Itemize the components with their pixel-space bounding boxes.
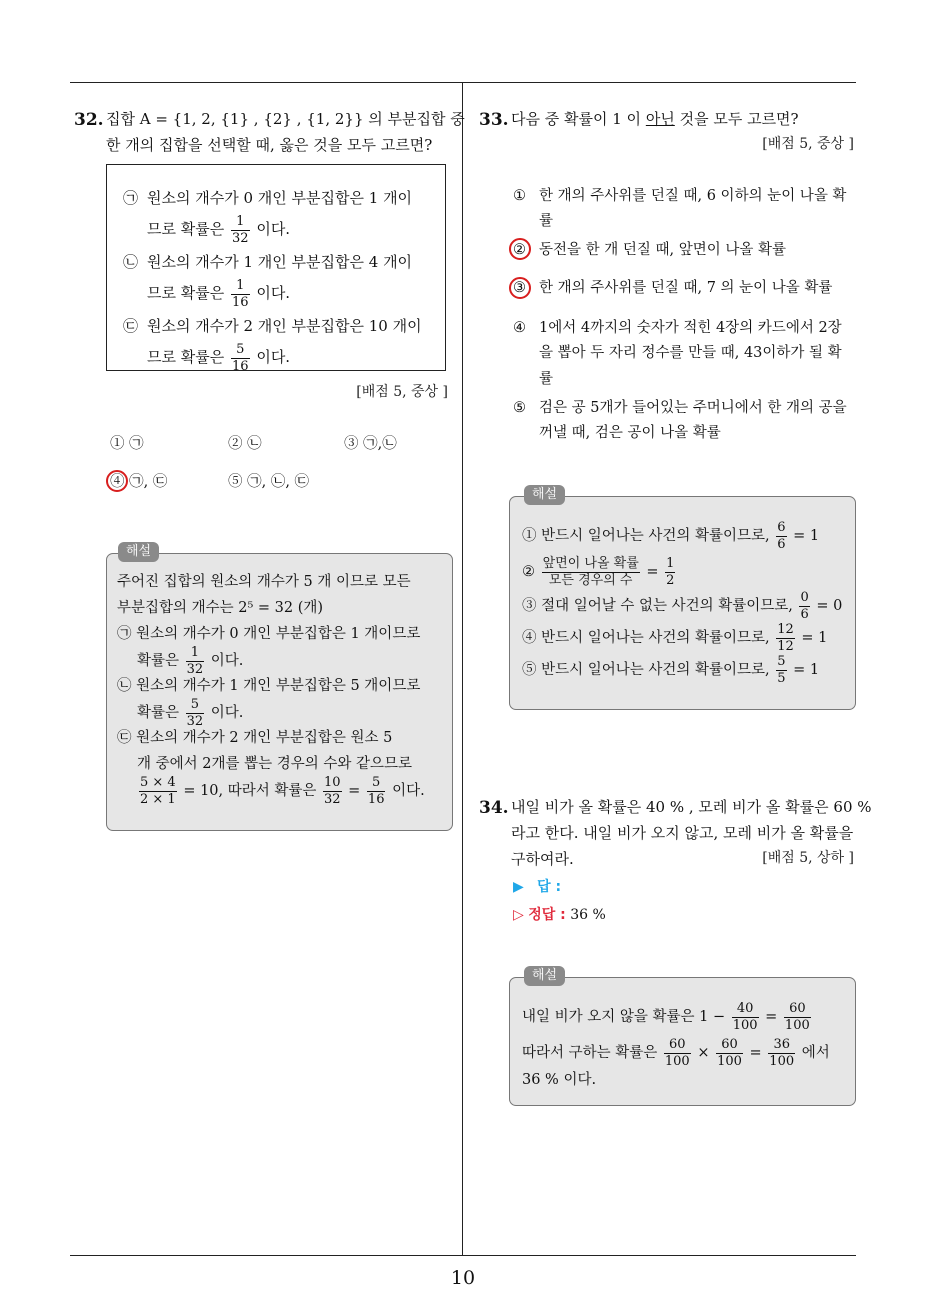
fraction: $\frac{1}{32}$ bbox=[232, 214, 249, 246]
q32-expl-line3: ㉠ 원소의 개수가 0 개인 부분집합은 1 개이므로 bbox=[117, 626, 421, 642]
marked-answer-circle bbox=[509, 277, 531, 299]
q32-expl-line6: 확률은 $\frac{5}{32}$ 이다. bbox=[137, 697, 244, 729]
statement-a-line2: 므로 확률은 $\frac{1}{32}$ 이다. bbox=[147, 214, 291, 246]
question-34-explanation bbox=[509, 977, 856, 1106]
q32-expl-line5: ㉡ 원소의 개수가 1 개인 부분집합은 5 개이므로 bbox=[117, 678, 421, 694]
fraction: $\frac{1}{16}$ bbox=[232, 278, 249, 310]
q33-expl-row4: ④ 반드시 일어나는 사건의 확률이므로, $\frac{12}{12}$ = 1 bbox=[522, 622, 828, 654]
statement-b-line2: 므로 확률은 $\frac{1}{16}$ 이다. bbox=[147, 278, 291, 310]
question-32-line2: 한 개의 집합을 선택할 때, 옳은 것을 모두 고르면? bbox=[106, 136, 433, 154]
q33-expl-row2: ② $\frac{\text{앞면이 나올 확률}}{\text{모든 경우의 수}}$ = $\frac{1}{2}$ bbox=[522, 556, 675, 588]
top-rule bbox=[70, 82, 856, 83]
statement-a-marker: ㉠ bbox=[123, 189, 139, 207]
question-32-score: [배점 5, 중상 ] bbox=[356, 384, 448, 400]
q32-expl-line4: 확률은 $\frac{1}{32}$ 이다. bbox=[137, 645, 244, 677]
q32-expl-line2: 부분집합의 개수는 2⁵ = 32 (개) bbox=[117, 600, 324, 616]
q32-explanation-tag: 해설 bbox=[118, 542, 159, 562]
marked-answer-circle bbox=[106, 470, 128, 492]
page-number: 10 bbox=[450, 1267, 476, 1289]
correct-answer-row bbox=[513, 903, 606, 928]
q32-choice-3[interactable]: ③ ㉠,㉡ bbox=[344, 436, 397, 452]
q33-expl-row5: ⑤ 반드시 일어나는 사건의 확률이므로, $\frac{5}{5}$ = 1 bbox=[522, 654, 820, 686]
statement-c-line1: 원소의 개수가 2 개인 부분집합은 10 개이 bbox=[147, 317, 422, 335]
statement-b-line1: 원소의 개수가 1 개인 부분집합은 4 개이 bbox=[147, 253, 413, 271]
q32-expl-line8: 개 중에서 2개를 뽑는 경우의 수와 같으므로 bbox=[137, 756, 412, 772]
bottom-rule bbox=[70, 1255, 856, 1256]
q32-choice-1[interactable]: ① ㉠ bbox=[110, 436, 144, 452]
q32-expl-line1: 주어진 집합의 원소의 개수가 5 개 이므로 모든 bbox=[117, 574, 411, 590]
q33-expl-row3: ③ 절대 일어날 수 없는 사건의 확률이므로, $\frac{0}{6}$ = 0 bbox=[522, 590, 843, 622]
q34-explanation-tag: 해설 bbox=[524, 966, 565, 986]
q32-expl-line9: $\frac{5 \times 4}{2 \times 1}$ = 10, 따라서 확률은 $\frac{10}{32}$ = $\frac{5}{16}$ 이다. bbox=[140, 775, 425, 807]
question-32-number: 32. bbox=[74, 110, 104, 130]
statement-a-line1: 원소의 개수가 0 개인 부분집합은 1 개이 bbox=[147, 189, 413, 207]
question-32-line1: 집합 A = {1, 2, {1} , {2} , {1, 2}} 의 부분집합 중 bbox=[106, 110, 465, 128]
statement-c-marker: ㉢ bbox=[123, 317, 139, 335]
q32-choice-4[interactable]: ④ ㉠, ㉢ bbox=[110, 474, 168, 490]
fraction: $\frac{5}{16}$ bbox=[232, 342, 249, 374]
play-outline-icon: ▷ bbox=[513, 907, 524, 923]
question-34-line1: 내일 비가 올 확률은 40 % , 모레 비가 올 확률은 60 % bbox=[511, 798, 872, 816]
q34-expl-line2: 따라서 구하는 확률은 $\frac{60}{100}$ × $\frac{60}{100}$ = $\frac{36}{100}$ 에서 bbox=[522, 1037, 830, 1069]
q34-expl-line3: 36 % 이다. bbox=[522, 1072, 597, 1088]
answer-label: 답 : bbox=[537, 879, 562, 895]
question-33-score: [배점 5, 중상 ] bbox=[762, 136, 854, 152]
q34-expl-line1: 내일 비가 오지 않을 확률은 1 − $\frac{40}{100}$ = $\frac{60}{100}$ bbox=[522, 1001, 810, 1033]
question-32-explanation bbox=[106, 553, 453, 831]
statement-b-marker: ㉡ bbox=[123, 253, 139, 271]
question-34-number: 34. bbox=[479, 798, 509, 818]
column-divider bbox=[462, 82, 463, 1255]
q32-expl-line7: ㉢ 원소의 개수가 2 개인 부분집합은 원소 5 bbox=[117, 730, 393, 746]
question-34-line2: 라고 한다. 내일 비가 오지 않고, 모레 비가 올 확률을 bbox=[511, 824, 854, 842]
q32-choice-5[interactable]: ⑤ ㉠, ㉡, ㉢ bbox=[228, 474, 310, 490]
question-34-score: [배점 5, 상하 ] bbox=[762, 850, 854, 866]
question-33-explanation bbox=[509, 496, 856, 710]
question-32-statement-box bbox=[106, 164, 446, 374]
question-34-line3: 구하여라. bbox=[511, 850, 574, 868]
q33-explanation-tag: 해설 bbox=[524, 485, 565, 505]
correct-answer-label: 정답 : bbox=[528, 907, 566, 923]
marked-answer-circle bbox=[509, 238, 531, 260]
answer-input-row[interactable] bbox=[513, 875, 561, 900]
statement-c-line2: 므로 확률은 $\frac{5}{16}$ 이다. bbox=[147, 342, 291, 374]
play-icon: ▶ bbox=[513, 879, 524, 895]
question-33-number: 33. bbox=[479, 110, 509, 130]
correct-answer-value: 36 % bbox=[570, 907, 606, 923]
q32-choice-2[interactable]: ② ㉡ bbox=[228, 436, 262, 452]
q33-expl-row1: ① 반드시 일어나는 사건의 확률이므로, $\frac{6}{6}$ = 1 bbox=[522, 520, 820, 552]
question-33-line1: 다음 중 확률이 1 이 아닌 것을 모두 고르면? bbox=[511, 110, 799, 128]
